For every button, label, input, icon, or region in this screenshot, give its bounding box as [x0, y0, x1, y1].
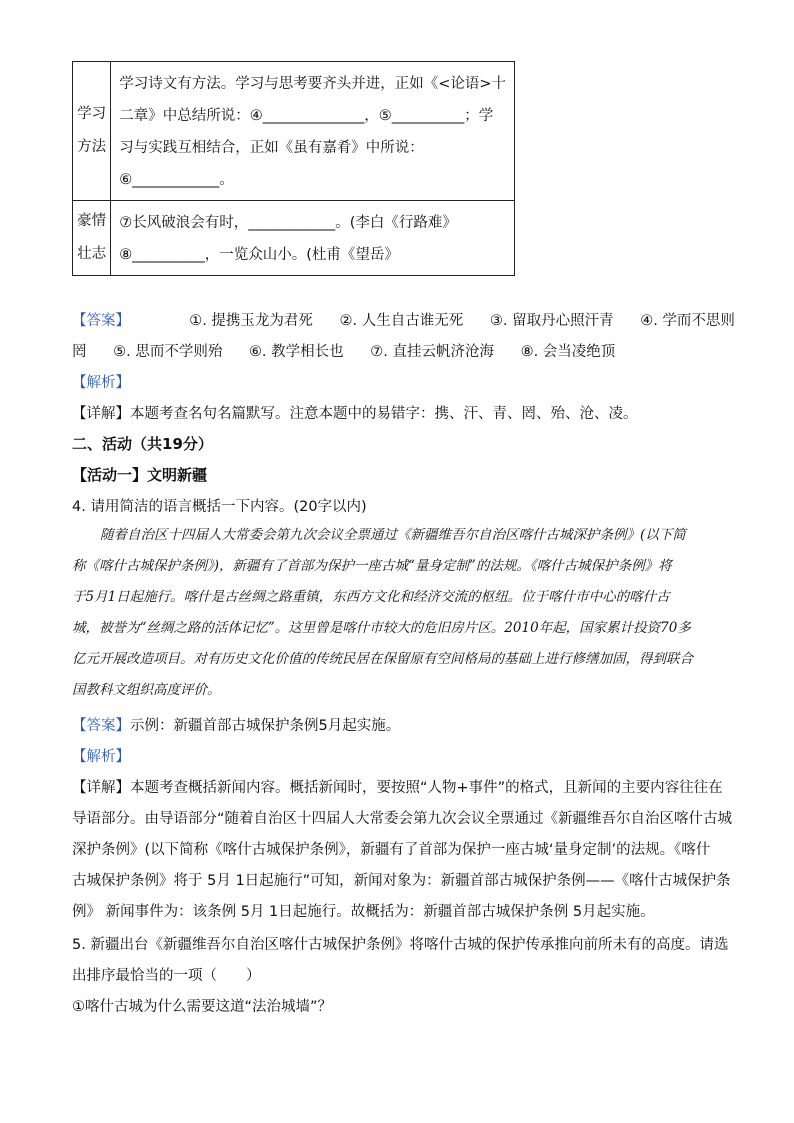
answer-item: ⑦. 直挂云帆济沧海 [370, 344, 494, 360]
detail-paragraph [72, 402, 638, 423]
detail-line: 导语部分。由导语部分“随着自治区十四届人大常委会第九次会议全票通过《新疆维吾尔自治区喀什古城 [72, 811, 733, 827]
table-row [73, 62, 515, 201]
question-5-line: ①喀什古城为什么需要这道“法治城墙”？ [72, 999, 333, 1015]
answer-item: ⑥. 教学相长也 [248, 344, 344, 360]
answer-item: ①. 提携玉龙为君死 [189, 313, 313, 329]
detail-text: 本题考查名句名篇默写。注意本题中的易错字：携、汗、青、罔、殆、沧、凌。 [130, 406, 638, 422]
passage-line: 国教科文组织高度评价。 [72, 682, 221, 698]
row-label-line2: 壮志 [77, 246, 107, 262]
answer-line-1 [72, 309, 735, 330]
row-label [73, 201, 111, 276]
activity-heading: 【活动一】文明新疆 [72, 466, 208, 484]
answer-item: ③. 留取丹心照汗青 [489, 313, 614, 329]
table-text-line: ⑦长风破浪会有时，____________。(李白《行路难》 [119, 215, 457, 231]
answer-item: ⑧. 会当凌绝顶 [520, 344, 616, 360]
passage-line: 于5月1日起施行。喀什是古丝绸之路重镇，东西方文化和经济交流的枢纽。位于喀什市中心的喀什古 [72, 589, 670, 605]
table-text-line: 习与实践互相结合，正如《虽有嘉肴》中所说： [119, 140, 424, 156]
answer-text: 示例：新疆首部古城保护条例5月起实施。 [130, 718, 401, 734]
news-passage [72, 520, 722, 706]
table-text-line: 学习诗文有方法。学习与思考要齐头并进，正如《<论语>十 [119, 76, 506, 92]
answer-tag: 【答案】 [72, 313, 130, 329]
detail-line: 深护条例》(以下简称《喀什古城保护条例》，新疆有了首部为保护一座古城‘量身定制’的法规。《喀什 [72, 842, 711, 858]
question-5-line: 5. 新疆出台《新疆维吾尔自治区喀什古城保护条例》将喀什古城的保护传承推向前所未有的高度。请选 [72, 937, 729, 953]
answer-tag: 【答案】 [72, 718, 130, 734]
row-content [111, 62, 515, 201]
answer-continuation: 罔 [72, 344, 87, 360]
answer-paragraph [72, 714, 400, 735]
answer-item: ④. 学而不思则 [640, 313, 735, 329]
question-4-stem: 4. 请用简洁的语言概括一下内容。(20字以内) [72, 499, 367, 515]
detail-line: 古城保护条例》将于 5月 1日起施行”可知，新闻对象为：新疆首部古城保护条例——《喀什古城保护条 [72, 873, 731, 889]
passage-line: 城，被誉为“丝绸之路的活体记忆”。这里曾是喀什市较大的危旧房片区。2010年起，国家累计投资70多 [72, 620, 691, 636]
passage-line: 随着自治区十四届人大常委会第九次会议全票通过《新疆维吾尔自治区喀什古城深护条例》(以下简 [100, 527, 686, 543]
question-5-line: 出排序最恰当的一项（ ） [72, 968, 261, 984]
row-content [111, 201, 515, 276]
row-label-line1: 豪情 [77, 213, 107, 229]
row-label [73, 62, 111, 201]
recitation-table [72, 61, 515, 276]
table-row [73, 201, 515, 276]
answer-item: ⑤. 思而不学则殆 [113, 344, 223, 360]
detail-line: 【详解】本题考查概括新闻内容。概括新闻时，要按照“人物+事件”的格式，且新闻的主要内容往往在 [72, 780, 723, 796]
passage-line: 称《喀什古城保护条例》)，新疆有了首部为保护一座古城“量身定制”的法规。《喀什古城保护条例》将 [72, 558, 672, 574]
table-text-line: 二章》中总结所说：④______________，⑤__________；学 [119, 108, 494, 124]
analysis-tag: 【解析】 [72, 749, 130, 765]
section-heading: 二、活动（共19分） [72, 435, 213, 453]
answer-line-2 [72, 340, 615, 361]
analysis-tag: 【解析】 [72, 375, 130, 391]
row-label-line1: 学习 [77, 106, 107, 122]
detail-line: 例》 新闻事件为：该条例 5月 1日起施行。故概括为：新疆首部古城保护条例 5月起实施。 [72, 904, 655, 920]
passage-line: 亿元开展改造项目。对有历史文化价值的传统民居在保留原有空间格局的基础上进行修缮加固，得到联合 [72, 651, 693, 667]
row-label-line2: 方法 [77, 139, 107, 155]
table-text-line: ⑧__________，一览众山小。(杜甫《望岳》 [119, 247, 399, 263]
table-text-line: ⑥____________。 [119, 172, 234, 188]
detail-tag: 【详解】 [72, 406, 130, 422]
answer-item: ②. 人生自古谁无死 [339, 313, 464, 329]
